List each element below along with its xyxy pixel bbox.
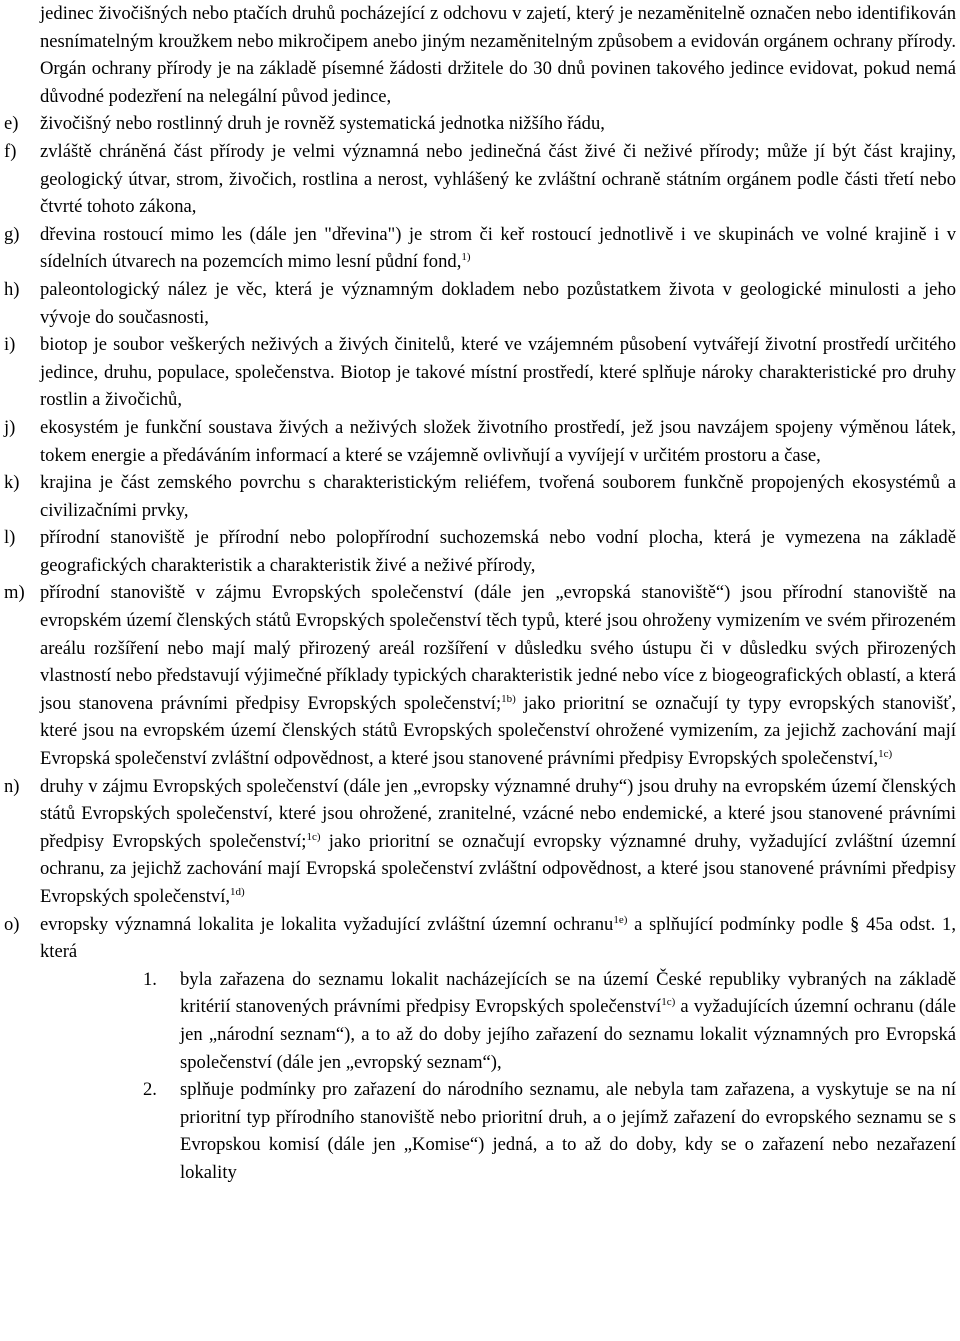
item-label: f) [4, 140, 17, 162]
definition-f [4, 138, 956, 221]
footnote-ref: 1b) [501, 692, 516, 705]
definition-j [4, 414, 956, 469]
subitem-text: byla zařazena do seznamu lokalit nacházejících se na území České republiky vybraných na základě kritérií stanovených právními předpisy Evropských společenství [180, 968, 956, 1018]
definition-l [4, 524, 956, 579]
item-text: přírodní stanoviště je přírodní nebo polopřírodní suchozemská nebo vodní plocha, která je vymezena na základě geografických charakteristik a charakteristik živé a neživé přírody, [40, 527, 956, 576]
subitem-number: 1. [143, 968, 157, 990]
item-text: dřevina rostoucí mimo les (dále jen "dřevina") je strom či keř rostoucí jednotlivě i ve skupinách ve volné krajině i v sídelních útvarech na pozemcích mimo lesní půdní fond, [40, 223, 956, 273]
footnote-ref: 1d) [230, 886, 245, 898]
item-text-continued: a splňující podmínky podle § 45a odst. 1, která [40, 913, 956, 963]
item-text: živočišný nebo rostlinný druh je rovněž systematická jednotka nižšího řádu, [40, 113, 605, 135]
item-text: ekosystém je funkční soustava živých a neživých složek životního prostředí, jež jsou navzájem spojeny výměnou látek, tokem energie a předáváním informací a které se vzájemně ovlivňují a vyvíjejí v určitém prostoru a čase, [40, 416, 956, 466]
footnote-ref: 1c) [306, 830, 321, 843]
definition-i [4, 331, 956, 414]
item-label: g) [4, 223, 20, 245]
definition-n [4, 773, 956, 911]
definition-k [4, 469, 956, 524]
definition-m [4, 579, 956, 772]
item-text-continued: jako prioritní se označují evropsky významné druhy, vyžadující zvláštní územní ochranu, za jejichž zachování mají Evropská společenství zvláštní odpovědnost, a které jsou stanovené právními předpisy Evropských společenství, [40, 830, 956, 907]
subitem-1 [4, 966, 956, 1076]
item-text-continued: jako prioritní se označují ty typy evropských stanovišť, které jsou na evropském území členských států Evropských společenství ohrožené vymizením, za jejichž zachování mají Evropská společenství zvláštní odpovědnost, a které jsou stanovené právními předpisy Evropských společenství, [40, 692, 956, 770]
item-label: e) [4, 113, 19, 135]
item-label: l) [4, 527, 16, 549]
subitem-text-continued: a vyžadujících územní ochranu (dále jen „národní seznam“), a to až do doby jejího zařazení do seznamu lokalit významných pro Evropská společenství (dále jen „evropský seznam“), [180, 996, 956, 1073]
item-label: n) [4, 775, 20, 797]
definition-h [4, 276, 956, 331]
item-text: evropsky významná lokalita je lokalita vyžadující zvláštní územní ochranu [40, 913, 614, 935]
item-label: o) [4, 913, 20, 935]
item-label: i) [4, 334, 16, 356]
item-text: druhy v zájmu Evropských společenství (dále jen „evropsky významné druhy“) jsou druhy na evropském území členských států Evropských společenství, které jsou ohrožené, zranitelné, vzácné nebo endemické, a které jsou stanovené právními předpisy Evropských společenství; [40, 775, 956, 852]
definition-g [4, 221, 956, 276]
subitem-2 [4, 1076, 956, 1186]
footnote-ref: 1) [461, 251, 471, 264]
definition-e [4, 110, 956, 138]
item-text: přírodní stanoviště v zájmu Evropských společenství (dále jen „evropská stanoviště“) jsou přírodní stanoviště na evropském území členských států Evropských společenství těch typů, které jsou ohroženy vymizením ve svém přirozeném areálu rozšíření nebo mají malý přirozený areál rozšíření v důsledku svého ústupu či v důsledku svých přirozených vlastností nebo představují výjimečné příklady typických charakteristik jedné nebo více z biogeografických oblastí, a která jsou stanovena právními předpisy Evropských společenství; [40, 582, 956, 714]
footnote-ref: 1e) [613, 913, 628, 926]
item-text: krajina je část zemského povrchu s charakteristickým reliéfem, tvořená souborem funkčně propojených ekosystémů a civilizačními prvky, [40, 472, 956, 521]
item-label: m) [4, 582, 25, 604]
item-label: j) [4, 416, 16, 438]
subitem-text: splňuje podmínky pro zařazení do národního seznamu, ale nebyla tam zařazena, a vyskytuje se na ní prioritní typ přírodního stanoviště nebo prioritní druh, a o jejímž zařazení do evropského seznamu se s Evropskou komisí (dále jen „Komise“) jedná, a to až do doby, kdy se o zařazení nebo nezařazení lokality [180, 1079, 956, 1183]
footnote-ref: 1c) [878, 748, 893, 761]
item-label: k) [4, 472, 20, 494]
item-text: zvláště chráněná část přírody je velmi významná nebo jedinečná část živé či neživé přírody; může jí být část krajiny, geologický útvar, strom, živočich, rostlina a nerost, vyhlášený ke zvláštní ochraně státním orgánem podle části třetí nebo čtvrté tohoto zákona, [40, 140, 956, 218]
item-label: h) [4, 278, 20, 300]
intro-paragraph: jedinec živočišných nebo ptačích druhů pocházející z odchovu v zajetí, který je nezaměnitelně označen nebo identifikován nesnímatelným kroužkem nebo mikročipem anebo jiným nezaměnitelným způsobem a evidován orgánem ochrany přírody. Orgán ochrany přírody je na základě písemné žádosti držitele do 30 dnů povinen takového jedince evidovat, pokud nemá důvodné podezření na nelegální původ jedince, [40, 3, 956, 107]
definition-o [4, 911, 956, 966]
item-text: paleontologický nález je věc, která je významným dokladem nebo pozůstatkem života v geologické minulosti a jeho vývoje do současnosti, [40, 278, 956, 328]
item-text: biotop je soubor veškerých neživých a živých činitelů, které ve vzájemném působení vytvářejí životní prostředí určitého jedince, druhu, populace, společenstva. Biotop je takové místní prostředí, které splňuje nároky charakteristické pro druhy rostlin a živočichů, [40, 334, 956, 411]
footnote-ref: 1c) [661, 996, 676, 1009]
subitem-number: 2. [143, 1079, 157, 1101]
